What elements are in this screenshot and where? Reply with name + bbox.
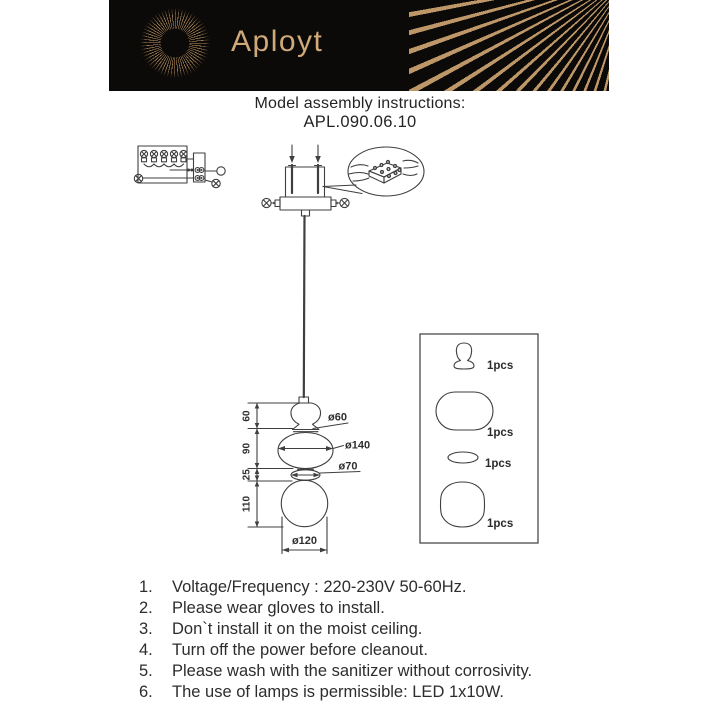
instruction-number: 3. (139, 620, 153, 638)
ceiling-mount-icon (275, 167, 336, 216)
instruction-text: Voltage/Frequency : 220-230V 50-60Hz. (172, 578, 467, 596)
side-screw-left-icon (262, 198, 273, 207)
mounting-bolts-icon (289, 145, 322, 193)
instruction-item (139, 640, 619, 661)
switch-symbol-icon (212, 179, 220, 187)
part-qty-label: 1pcs (485, 458, 512, 470)
instruction-text: Please wash with the sanitizer without corrosivity. (172, 662, 533, 680)
lamp-symbol-icon (217, 167, 225, 175)
part-finial-icon (454, 343, 474, 369)
instruction-text: The use of lamps is permissible: LED 1x10W. (172, 683, 504, 701)
part-qty-label: 1pcs (487, 360, 514, 372)
height-dimensions (248, 403, 300, 527)
pendant-assembly-diagram (240, 140, 440, 560)
part-qty-label: 1pcs (487, 518, 514, 530)
part-globe-shade-icon (441, 482, 485, 527)
page-title: Model assembly instructions: (254, 95, 466, 112)
instruction-number: 5. (139, 662, 153, 680)
dim-label-h110: 110 (241, 495, 253, 513)
brand-logo-text: Aployt (231, 25, 324, 58)
instructions-list (139, 577, 619, 703)
side-screw-right-icon (338, 198, 349, 207)
dim-label-h25: 25 (241, 469, 253, 481)
part-oval-shade-icon (436, 392, 493, 430)
terminal-screws-icon (140, 150, 187, 166)
brand-banner (109, 0, 609, 91)
wiring-diagram (125, 130, 230, 192)
instruction-item (139, 598, 619, 619)
instruction-text: Please wear gloves to install. (172, 599, 385, 617)
part-disc-icon (448, 452, 478, 463)
rays-decoration-icon (409, 0, 609, 91)
suspension-cord (304, 216, 305, 397)
dim-label-h60: 60 (241, 410, 253, 422)
connector-block-icon (194, 153, 206, 182)
part-qty-label: 1pcs (487, 427, 514, 439)
instruction-number: 1. (139, 578, 153, 596)
model-number: APL.090.06.10 (303, 113, 417, 131)
instruction-item (139, 577, 619, 598)
dim-label-h90: 90 (241, 442, 253, 455)
lamp-body-drawing (278, 403, 333, 527)
instruction-item (139, 682, 619, 703)
dim-label-dia120: ø120 (291, 535, 318, 547)
starburst-logo-icon (133, 1, 217, 85)
instruction-number: 6. (139, 683, 153, 701)
dim-label-dia60: ø60 (328, 411, 347, 424)
callout-bubble (323, 147, 424, 196)
instruction-item (139, 661, 619, 682)
instruction-number: 4. (139, 641, 153, 659)
instruction-item (139, 619, 619, 640)
instruction-number: 2. (139, 599, 153, 617)
instruction-text: Don`t install it on the moist ceiling. (172, 620, 423, 638)
dim-label-dia140: ø140 (345, 439, 371, 452)
instruction-text: Turn off the power before cleanout. (172, 641, 428, 659)
dim-label-dia70: ø70 (338, 460, 358, 473)
parts-list-box (418, 332, 542, 546)
